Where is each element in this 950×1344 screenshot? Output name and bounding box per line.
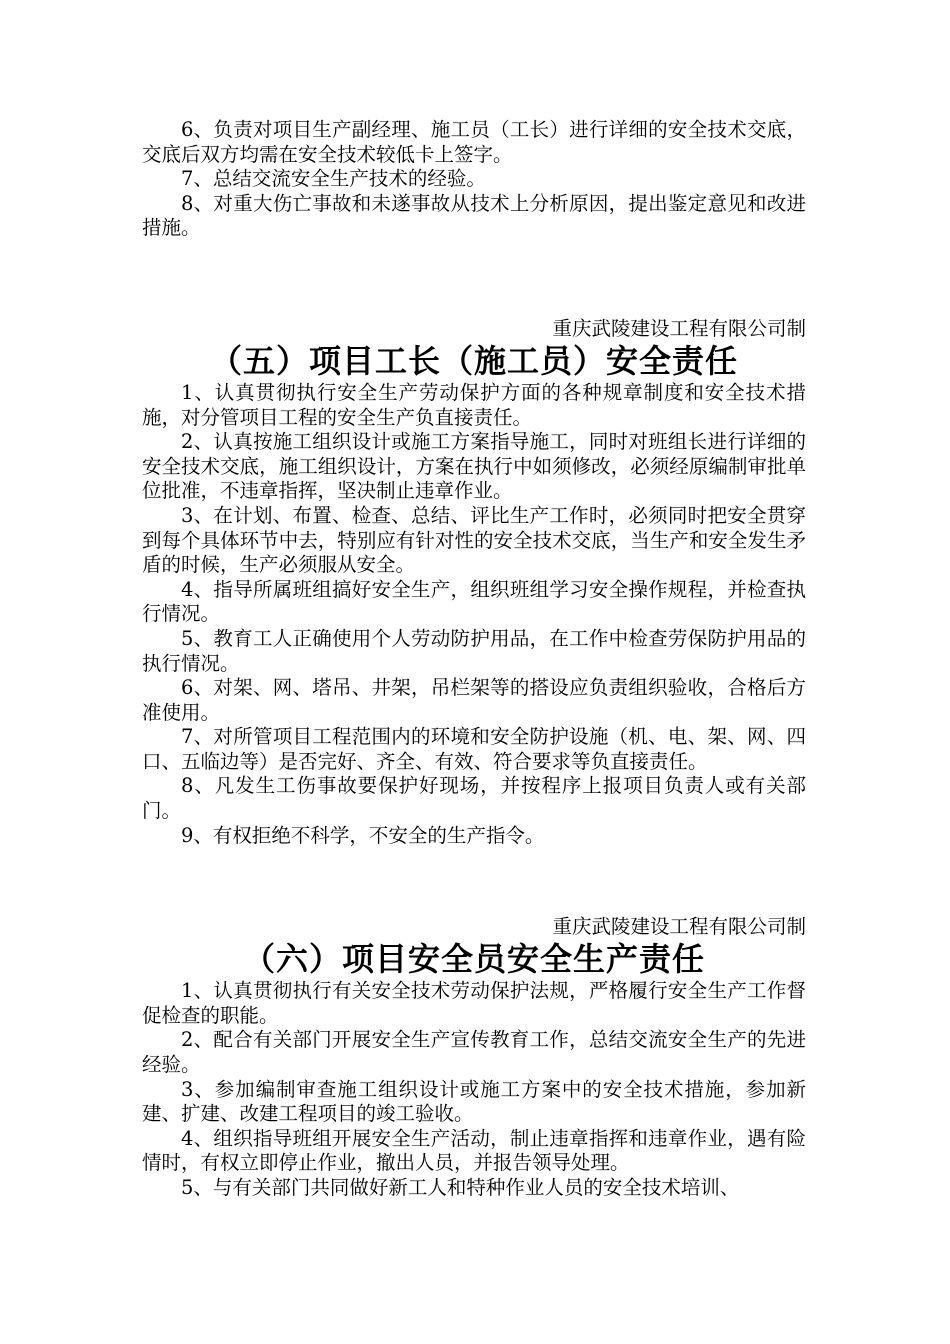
- section-title: （六）项目安全员安全生产责任: [242, 940, 705, 979]
- paragraph: 7、总结交流安全生产技术的经验。: [181, 167, 486, 191]
- paragraph: 2、配合有关部门开展安全生产宣传教育工作，总结交流安全生产的先进经验。: [142, 1028, 806, 1077]
- paragraph: 6、对架、网、塔吊、井架，吊栏架等的搭设应负责组织验收，合格后方准使用。: [142, 676, 806, 724]
- section-top: [142, 118, 806, 241]
- section-title: （五）项目工长（施工员）安全责任: [209, 341, 738, 380]
- company-signature: 重庆武陵建设工程有限公司制: [552, 316, 806, 340]
- document-page: [142, 118, 806, 1201]
- paragraph: 4、组织指导班组开展安全生产活动，制止违章指挥和违章作业，遇有险情时，有权立即停止作业，撤出人员，并报告领导处理。: [142, 1126, 806, 1175]
- paragraph: 9、有权拒绝不科学，不安全的生产指令。: [181, 823, 545, 847]
- paragraph: 3、在计划、布置、检查、总结、评比生产工作时，必须同时把安全贯穿到每个具体环节中去，特别应有针对性的安全技术交底，当生产和安全发生矛盾的时候，生产必须服从安全。: [142, 503, 806, 577]
- paragraph: 7、对所管项目工程范围内的环境和安全防护设施（机、电、架、网、四口、五临边等）是否完好、齐全、有效、符合要求等负直接责任。: [142, 725, 806, 773]
- section-five: [142, 316, 806, 848]
- paragraph: 2、认真按施工组织设计或施工方案指导施工，同时对班组长进行详细的安全技术交底，施工组织设计，方案在执行中如须修改，必须经原编制审批单位批准，不违章指挥，坚决制止违章作业。: [142, 430, 806, 503]
- paragraph: 1、认真贯彻执行安全生产劳动保护方面的各种规章制度和安全技术措施，对分管项目工程的安全生产负直接责任。: [142, 380, 806, 429]
- paragraph: 3、参加编制审查施工组织设计或施工方案中的安全技术措施，参加新建、扩建、改建工程项目的竣工验收。: [142, 1077, 806, 1126]
- spacer: [142, 241, 806, 316]
- paragraph: 1、认真贯彻执行有关安全技术劳动保护法规，严格履行安全生产工作督促检查的职能。: [142, 979, 806, 1027]
- paragraph: 5、教育工人正确使用个人劳动防护用品，在工作中检查劳保防护用品的执行情况。: [142, 626, 806, 675]
- paragraph: 8、凡发生工伤事故要保护好现场，并按程序上报项目负责人或有关部门。: [142, 774, 806, 823]
- section-six: [142, 914, 806, 1200]
- paragraph: 6、负责对项目生产副经理、施工员（工长）进行详细的安全技术交底，交底后双方均需在安全技术较低卡上签字。: [142, 118, 806, 166]
- paragraph: 4、指导所属班组搞好安全生产，组织班组学习安全操作规程，并检查执行情况。: [142, 577, 806, 626]
- company-signature: 重庆武陵建设工程有限公司制: [552, 915, 806, 939]
- paragraph: 5、与有关部门共同做好新工人和特种作业人员的安全技术培训、: [181, 1176, 740, 1199]
- paragraph: 8、对重大伤亡事故和未遂事故从技术上分析原因，提出鉴定意见和改进措施。: [142, 191, 806, 240]
- spacer: [142, 848, 806, 914]
